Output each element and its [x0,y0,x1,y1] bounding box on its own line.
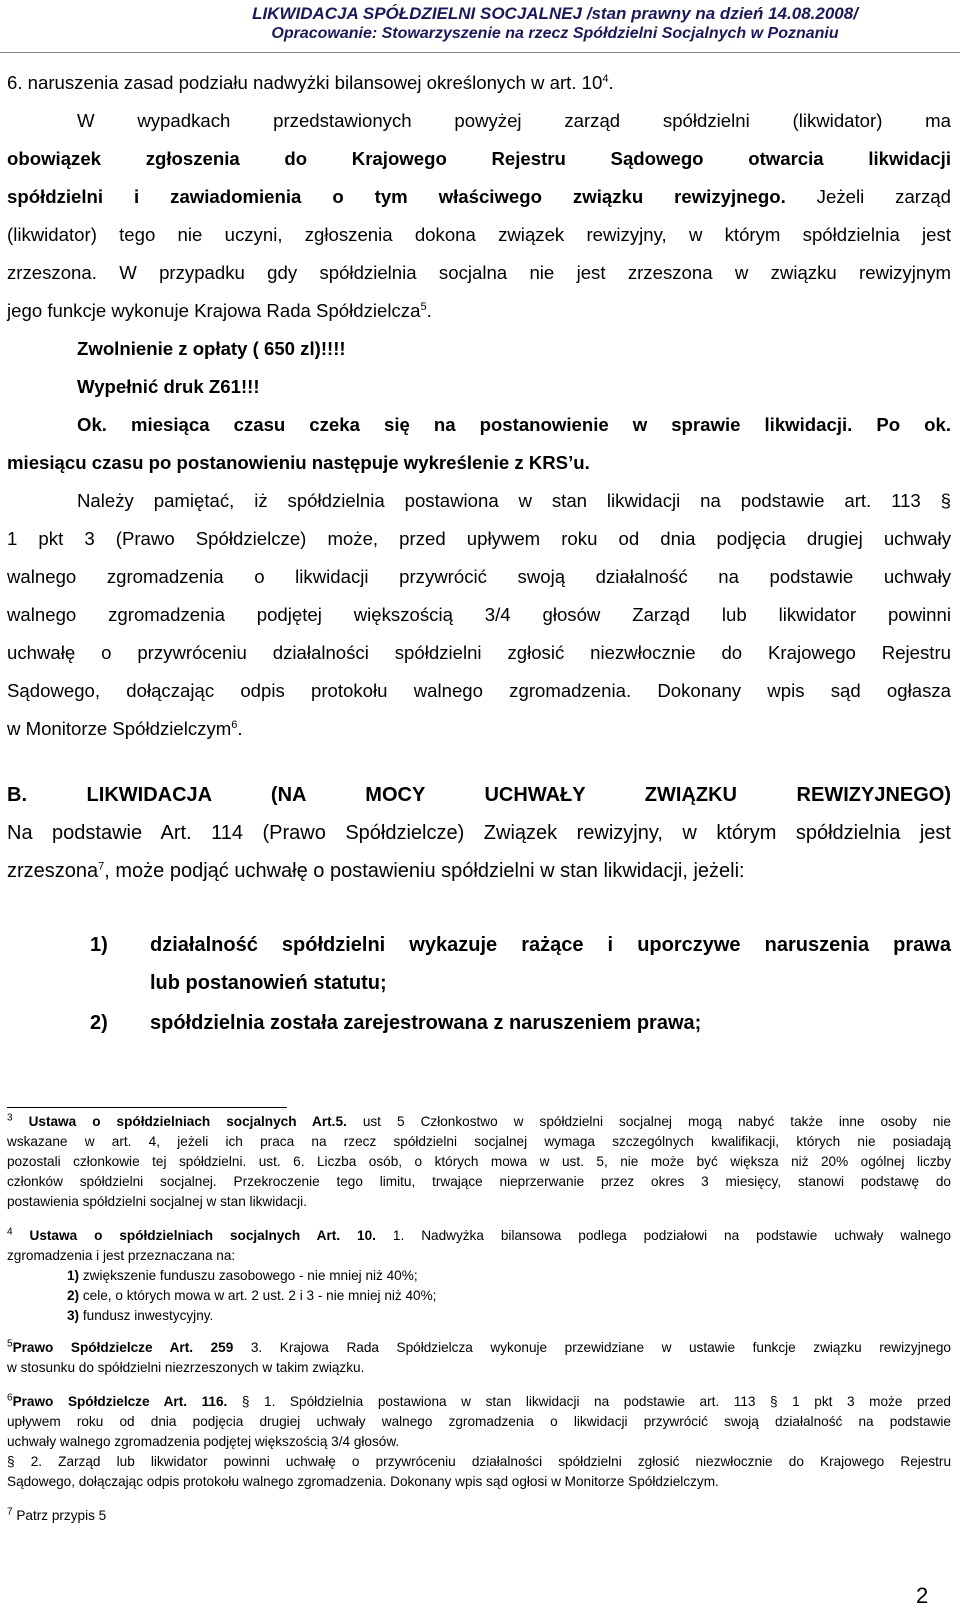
header-subtitle: Opracowanie: Stowarzyszenie na rzecz Spółdzielni Socjalnych w Poznaniu [271,25,839,42]
fn6-text-1: § 1. Spółdzielnia postawiona w stan likwidacji na podstawie art. 113 § 1 pkt 3 może przed [227,1394,951,1409]
paragraph-3-line-1: Na podstawie Art. 114 (Prawo Spółdzielcze) Związek rewizyjny, w którym spółdzielnia jest [7,822,951,844]
fn7-line-1 [7,1506,951,1526]
footnote-3 [7,1112,951,1212]
p1-l6-text: jego funkcje wykonuje Krajowa Rada Spółdzielcza [7,300,421,321]
footnote-6 [7,1392,951,1492]
list-number-2: 2) [90,1012,108,1034]
form-note: Wypełnić druk Z61!!! [77,376,260,397]
footnote-4 [7,1226,951,1326]
fn4-text-1: 1. Nadwyżka bilansowa podlega podziałowi na podstawie uchwały walnego [375,1228,951,1243]
page-number: 2 [916,1583,929,1608]
fn3-line-3: pozostali członkowie tej spółdzielni. ust. 6. Liczba osób, o których mowa w ust. 5, nie może być większa niż 20% ogólnej liczby [7,1154,951,1169]
fn3-text-1: ust 5 Członkostwo w spółdzielni socjalnej mogą nabyć także inne osoby nie [346,1114,951,1129]
fn4-item-3 [7,1306,951,1326]
fn3-marker: 3 [7,1112,13,1124]
paragraph-2-line-1: Należy pamiętać, iż spółdzielnia postawiona w stan likwidacji na podstawie art. 113 § [77,490,951,511]
p2-l7-text: w Monitorze Spółdzielczym [7,718,232,739]
fn4-marker: 4 [7,1226,13,1238]
fn4-item-3-text: fundusz inwestycyjny. [79,1308,214,1323]
timing-note-line-1: Ok. miesiąca czasu czeka się na postanowienie w sprawie likwidacji. Po ok. [77,414,951,435]
fee-exemption-note: Zwolnienie z opłaty ( 650 zl)!!!! [77,338,346,359]
footnote-7 [7,1506,951,1526]
fn6-marker: 6 [7,1392,13,1404]
fn6-line-4: § 2. Zarząd lub likwidator powinni uchwałę o przywróceniu działalności spółdzielni zgłosić niezwłocznie do Krajowego Rejestru [7,1454,951,1469]
paragraph-1-line-6 [7,300,951,322]
fn4-item-2-num: 2) [67,1288,80,1303]
paragraph-2-line-7 [7,718,951,740]
fn3-line-5: postawienia spółdzielni socjalnej w stan likwidacji. [7,1194,307,1209]
fn4-item-1 [7,1266,951,1286]
fn6-title: Prawo Spółdzielcze Art. 116. [12,1394,228,1409]
header-divider [0,52,960,53]
paragraph-1-line-3 [7,186,951,208]
paragraph-1-line-4: (likwidator) tego nie uczyni, zgłoszenia dokona związek rewizyjny, w którym spółdzielnia jest [7,224,951,245]
footnote-5 [7,1338,951,1378]
fn4-line-2: zgromadzenia i jest przeznaczana na: [7,1248,236,1263]
fn6-line-1 [7,1392,951,1412]
fn5-text-1: 3. Krajowa Rada Spółdzielcza wykonuje przewidziane w ustawie funkcje związku rewizyjnego [233,1340,951,1355]
fn3-title: Ustawa o spółdzielniach socjalnych Art.5. [28,1114,347,1129]
paragraph-1-line-2: obowiązek zgłoszenia do Krajowego Rejestru Sądowego otwarcia likwidacji [7,148,951,169]
footnote-separator [7,1107,287,1108]
fn3-line-4: członków spółdzielni socjalnej. Przekroczenie tego limitu, trwające nieprzerwanie przez okres 3 miesięcy, stanowi podstawę do [7,1174,951,1189]
paragraph-2-line-2: 1 pkt 3 (Prawo Spółdzielcze) może, przed upływem roku od dnia podjęcia drugiej uchwały [7,528,951,549]
paragraph-2-line-6: Sądowego, dołączając odpis protokołu walnego zgromadzenia. Dokonany wpis sąd ogłasza [7,680,951,701]
header-title: LIKWIDACJA SPÓŁDZIELNI SOCJALNEJ /stan prawny na dzień 14.08.2008/ [252,4,858,23]
list-number-1: 1) [90,934,108,956]
fn5-title: Prawo Spółdzielcze Art. 259 [12,1340,234,1355]
paragraph-2-line-4: walnego zgromadzenia podjętej większością 3/4 głosów Zarząd lub likwidator powinni [7,604,951,625]
fn5-marker: 5 [7,1338,13,1350]
running-header [160,4,950,44]
list-item-2-line-1: spółdzielnia została zarejestrowana z naruszeniem prawa; [150,1012,702,1034]
footnote-ref-4: 4 [602,72,609,85]
paragraph-1-line-1: W wypadkach przedstawionych powyżej zarząd spółdzielni (likwidator) ma [77,110,951,131]
fn7-marker: 7 [7,1506,13,1518]
fn4-item-2 [7,1286,951,1306]
fn4-item-2-text: cele, o których mowa w art. 2 ust. 2 i 3 - nie mniej niż 40%; [79,1288,437,1303]
p3-l2-start: zrzeszona [7,860,99,882]
footnote-ref-7: 7 [98,860,105,873]
list-item-6 [7,72,951,94]
fn4-line-1 [7,1226,951,1246]
fn4-title: Ustawa o spółdzielniach socjalnych Art. 10. [29,1228,376,1243]
paragraph-1-line-5: zrzeszona. W przypadku gdy spółdzielnia socjalna nie jest zrzeszona w związku rewizyjnym [7,262,951,283]
list-item-1-line-2: lub postanowień statutu; [150,972,387,994]
fn4-item-3-num: 3) [67,1308,80,1323]
fn7-text: Patrz przypis 5 [12,1508,107,1523]
p1-l6-end: . [426,300,432,321]
p1-bold-text: spółdzielni i zawiadomienia o tym właściwego związku rewizyjnego. [7,186,786,207]
fn5-line-2: w stosunku do spółdzielni niezrzeszonych w takim związku. [7,1360,365,1375]
paragraph-3-line-2 [7,860,951,883]
fn4-item-1-text: zwiększenie funduszu zasobowego - nie mniej niż 40%; [79,1268,418,1283]
footnote-ref-6: 6 [231,718,238,731]
list-item-1-line-1: działalność spółdzielni wykazuje rażące i uporczywe naruszenia prawa [150,934,951,956]
p3-l2-rest: , może podjąć uchwałę o postawieniu spółdzielni w stan likwidacji, jeżeli: [104,860,745,882]
p1-rest-text: Jeżeli zarząd [785,186,951,207]
fn4-item-1-num: 1) [67,1268,80,1283]
fn6-line-3: uchwały walnego zgromadzenia podjętej większością 3/4 głosów. [7,1434,400,1449]
fn6-line-5: Sądowego, dołączając odpis protokołu walnego zgromadzenia. Dokonany wpis sąd ogłosi w Monitorze Spółdzielczym. [7,1474,719,1489]
item6-end: . [608,72,614,93]
p2-l7-end: . [237,718,243,739]
fn3-line-2: wskazane w art. 4, jeżeli ich praca na rzecz spółdzielni socjalnej wymaga szczególnych kwalifikacji, których nie posiadają [7,1134,951,1149]
item6-text: 6. naruszenia zasad podziału nadwyżki bilansowej określonych w art. 10 [7,72,603,93]
fn3-line-1 [7,1112,951,1132]
paragraph-2-line-3: walnego zgromadzenia o likwidacji przywrócić swoją działalność na podstawie uchwały [7,566,951,587]
section-b-heading: B. LIKWIDACJA (NA MOCY UCHWAŁY ZWIĄZKU REWIZYJNEGO) [7,784,951,806]
timing-note-line-2: miesiącu czasu po postanowieniu następuje wykreślenie z KRS’u. [7,452,590,473]
paragraph-2-line-5: uchwałę o przywróceniu działalności spółdzielni zgłosić niezwłocznie do Krajowego Rejestru [7,642,951,663]
footnote-ref-5: 5 [420,300,427,313]
fn5-line-1 [7,1338,951,1358]
fn6-line-2: upływem roku od dnia podjęcia drugiej uchwały walnego zgromadzenia o likwidacji przywrócić swoją działalność na podstawie [7,1414,951,1429]
